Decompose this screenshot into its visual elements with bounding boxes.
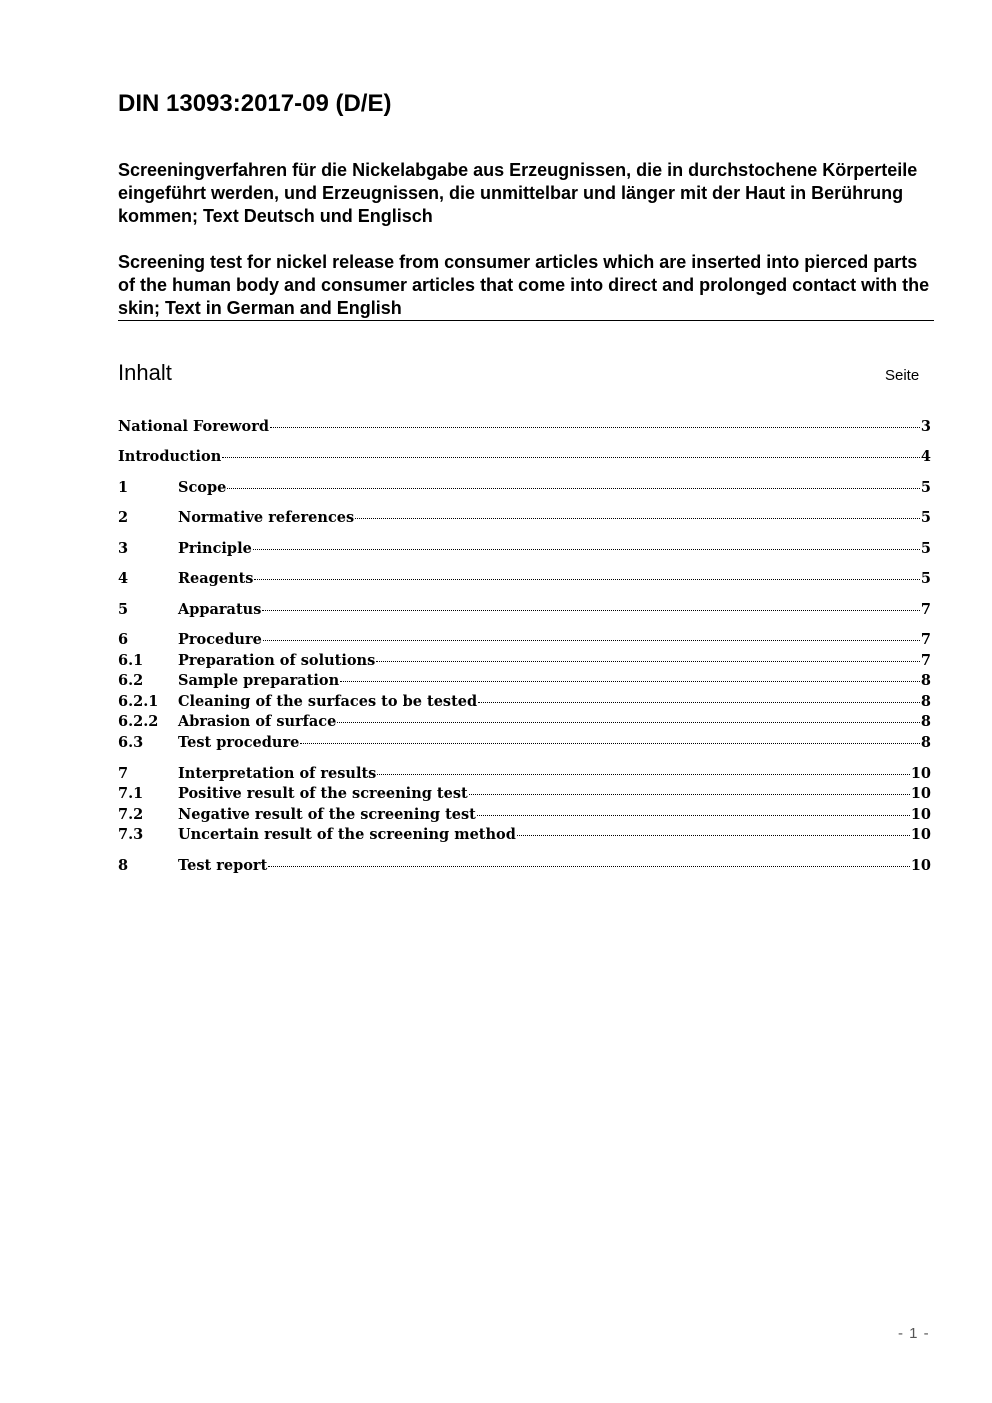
toc-leader-dots — [376, 661, 920, 662]
toc-entry-title: Interpretation of results — [178, 765, 377, 782]
toc-entry-uncertain-result[interactable] — [118, 825, 931, 845]
toc-entry-title: Principle — [178, 540, 252, 557]
toc-entry-title: Reagents — [178, 570, 254, 587]
toc-entry-page: 10 — [910, 857, 931, 874]
page-number: - 1 - — [898, 1325, 930, 1342]
toc-entry-title: Normative references — [178, 509, 355, 526]
toc-entry-number: 7.1 — [118, 785, 144, 802]
toc-entry-sample-preparation[interactable] — [118, 671, 931, 691]
toc-entry-title: Apparatus — [178, 601, 262, 618]
toc-entry-page: 5 — [920, 509, 931, 526]
toc-entry-title: Uncertain result of the screening method — [178, 826, 516, 843]
toc-entry-preparation-of-solutions[interactable] — [118, 651, 931, 671]
toc-entry-cleaning-of-surfaces[interactable] — [118, 692, 931, 712]
toc-entry-page: 8 — [920, 734, 931, 751]
toc-entry-title: Test procedure — [178, 734, 300, 751]
toc-leader-dots — [478, 702, 920, 703]
toc-leader-dots — [222, 457, 920, 458]
toc-entry-national-foreword[interactable] — [118, 417, 931, 437]
toc-entry-page: 10 — [910, 806, 931, 823]
toc-entry-page: 8 — [920, 693, 931, 710]
toc-entry-test-report[interactable] — [118, 856, 931, 876]
toc-entry-number: 2 — [118, 509, 129, 526]
toc-entry-title: Sample preparation — [178, 672, 340, 689]
toc-entry-principle[interactable] — [118, 539, 931, 559]
toc-entry-page: 10 — [910, 765, 931, 782]
toc-entry-number: 6 — [118, 631, 129, 648]
toc-entry-page: 5 — [920, 570, 931, 587]
toc-leader-dots — [270, 427, 920, 428]
toc-entry-introduction[interactable] — [118, 447, 931, 467]
toc-leader-dots — [477, 815, 910, 816]
toc-leader-dots — [253, 549, 920, 550]
toc-entry-page: 7 — [920, 631, 931, 648]
toc-entry-number: 7 — [118, 765, 129, 782]
toc-entry-number: 7.3 — [118, 826, 144, 843]
toc-entry-number: 6.3 — [118, 734, 144, 751]
toc-leader-dots — [300, 743, 920, 744]
toc-leader-dots — [469, 794, 910, 795]
title-english: Screening test for nickel release from consumer articles which are inserted into pierced parts of the human body and consumer articles that come into direct and prolonged contact with the skin; Text in German and English — [118, 252, 930, 318]
document-id: DIN 13093:2017-09 (D/E) — [118, 90, 392, 117]
toc-entry-title: Procedure — [178, 631, 262, 648]
toc-entry-number: 6.2 — [118, 672, 144, 689]
toc-leader-dots — [227, 488, 920, 489]
toc-entry-number: 6.2.1 — [118, 693, 159, 710]
toc-entry-number: 1 — [118, 479, 129, 496]
toc-entry-procedure[interactable] — [118, 630, 931, 650]
toc-entry-abrasion-of-surface[interactable] — [118, 712, 931, 732]
toc-entry-number: 6.1 — [118, 652, 144, 669]
toc-entry-page: 7 — [920, 601, 931, 618]
toc-leader-dots — [377, 774, 909, 775]
toc-entry-title: Positive result of the screening test — [178, 785, 468, 802]
toc-entry-page: 8 — [920, 713, 931, 730]
toc-entry-page: 5 — [920, 540, 931, 557]
toc-entry-number: 5 — [118, 601, 129, 618]
toc-entry-scope[interactable] — [118, 478, 931, 498]
toc-entry-number: 7.2 — [118, 806, 144, 823]
toc-leader-dots — [268, 866, 910, 867]
toc-leader-dots — [340, 681, 920, 682]
toc-entry-title: Test report — [178, 857, 268, 874]
toc-entry-title: Preparation of solutions — [178, 652, 376, 669]
toc-entry-title: Abrasion of surface — [178, 713, 337, 730]
toc-entry-normative-references[interactable] — [118, 508, 931, 528]
toc-entry-number: 6.2.2 — [118, 713, 159, 730]
title-divider — [118, 320, 934, 321]
toc-entry-title: Introduction — [118, 448, 222, 465]
toc-entry-number: 8 — [118, 857, 129, 874]
toc-entry-title: Cleaning of the surfaces to be tested — [178, 693, 478, 710]
toc-entry-page: 8 — [920, 672, 931, 689]
toc-heading: Inhalt — [118, 360, 172, 385]
toc-leader-dots — [355, 518, 920, 519]
toc-entry-page: 10 — [910, 785, 931, 802]
toc-entry-page: 10 — [910, 826, 931, 843]
toc-leader-dots — [262, 610, 920, 611]
toc-entry-number: 3 — [118, 540, 129, 557]
toc-entry-page: 5 — [920, 479, 931, 496]
toc-entry-title: Scope — [178, 479, 227, 496]
toc-entry-interpretation-of-results[interactable] — [118, 764, 931, 784]
toc-entry-apparatus[interactable] — [118, 600, 931, 620]
toc-leader-dots — [254, 579, 919, 580]
toc-leader-dots — [337, 722, 920, 723]
toc-entry-title: Negative result of the screening test — [178, 806, 476, 823]
toc-leader-dots — [517, 835, 910, 836]
toc-entry-title: National Foreword — [118, 418, 269, 435]
toc-entry-page: 4 — [920, 448, 931, 465]
toc-entry-positive-result[interactable] — [118, 784, 931, 804]
toc-entry-page: 3 — [920, 418, 931, 435]
toc-entry-test-procedure[interactable] — [118, 733, 931, 753]
toc-entry-page: 7 — [920, 652, 931, 669]
toc-leader-dots — [263, 640, 920, 641]
title-german: Screeningverfahren für die Nickelabgabe aus Erzeugnissen, die in durchstochene Körperteile eingeführt werden, und Erzeugnissen, die unmittelbar und länger mit der Haut in Berührung kommen; Text Deutsch und Englisch — [118, 160, 918, 226]
toc-entry-negative-result[interactable] — [118, 805, 931, 825]
toc-page-label: Seite — [885, 367, 920, 384]
toc-entry-number: 4 — [118, 570, 129, 587]
toc-entry-reagents[interactable] — [118, 569, 931, 589]
